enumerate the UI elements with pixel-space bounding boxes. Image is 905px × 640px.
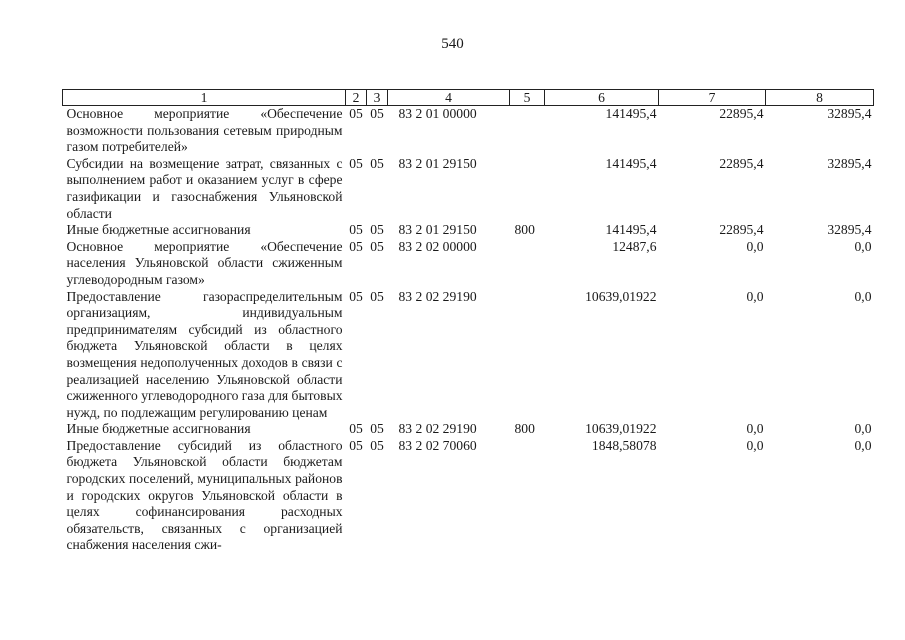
row-expense-type (510, 156, 545, 222)
row-amount-col8: 0,0 (854, 238, 872, 254)
row-target-code: 83 2 02 70060 (398, 437, 477, 453)
row-amount-col8: 0,0 (854, 288, 872, 304)
column-header-3: 3 (367, 90, 388, 106)
row-section: 05 (349, 437, 363, 453)
row-description: Основное мероприятие «Обеспечение возможности пользования сетевым природным газом потребителей» (66, 106, 343, 155)
table-row (63, 222, 874, 239)
row-target-code: 83 2 02 29190 (398, 288, 477, 304)
row-amount-col7: 0,0 (746, 288, 764, 304)
row-amount-col7: 0,0 (746, 421, 764, 437)
row-target-code: 83 2 01 29150 (398, 155, 477, 171)
row-target-code: 83 2 02 29190 (398, 421, 477, 437)
table-row (63, 156, 874, 222)
row-amount-col6: 1848,58078 (591, 437, 657, 453)
row-description: Предоставление газораспределительным организациям, индивидуальным предпринимателям субсидий из областного бюджета Ульяновской области в целях возмещения недополученных доходов в связи с реализацией населению Ульяновской области сжиженного углеводородного газа для бытовых нужд, по подлежащим регулированию ценам (66, 288, 343, 420)
table-row (63, 239, 874, 289)
row-section: 05 (349, 222, 363, 238)
row-amount-col8: 32895,4 (827, 106, 872, 121)
row-section: 05 (349, 106, 363, 121)
row-section: 05 (349, 238, 363, 254)
row-subsection: 05 (370, 421, 384, 437)
row-amount-col7: 22895,4 (719, 155, 764, 171)
row-expense-type: 800 (514, 222, 535, 238)
row-subsection: 05 (370, 222, 384, 238)
row-amount-col6: 141495,4 (605, 106, 657, 121)
row-expense-type (510, 438, 545, 554)
row-expense-type: 800 (514, 421, 535, 437)
table-header-row (63, 90, 874, 106)
row-amount-col8: 0,0 (854, 437, 872, 453)
row-amount-col6: 141495,4 (605, 222, 657, 238)
row-amount-col6: 10639,01922 (585, 421, 657, 437)
row-target-code: 83 2 01 00000 (398, 106, 477, 121)
row-amount-col6: 10639,01922 (585, 288, 657, 304)
column-header-1: 1 (63, 90, 346, 106)
row-amount-col8: 0,0 (854, 421, 872, 437)
row-amount-col7: 22895,4 (719, 222, 764, 238)
row-description: Основное мероприятие «Обеспечение населения Ульяновской области сжиженным углеводородным газом» (66, 238, 343, 287)
row-section: 05 (349, 421, 363, 437)
row-description: Иные бюджетные ассигнования (66, 421, 251, 437)
row-amount-col6: 141495,4 (605, 155, 657, 171)
row-target-code: 83 2 02 00000 (398, 238, 477, 254)
row-target-code: 83 2 01 29150 (398, 222, 477, 238)
row-section: 05 (349, 155, 363, 171)
row-amount-col7: 0,0 (746, 238, 764, 254)
row-amount-col6: 12487,6 (612, 238, 657, 254)
row-description: Субсидии на возмещение затрат, связанных с выполнением работ и оказанием услуг в сфере газификации и газоснабжения Ульяновской области (66, 155, 343, 221)
row-section: 05 (349, 288, 363, 304)
column-header-2: 2 (346, 90, 367, 106)
budget-table (62, 89, 874, 554)
row-subsection: 05 (370, 155, 384, 171)
row-subsection: 05 (370, 437, 384, 453)
table-row (63, 289, 874, 422)
row-subsection: 05 (370, 238, 384, 254)
table-row (63, 106, 874, 156)
row-expense-type (510, 239, 545, 289)
column-header-6: 6 (545, 90, 659, 106)
column-header-7: 7 (659, 90, 766, 106)
column-header-5: 5 (510, 90, 545, 106)
table-row (63, 421, 874, 438)
row-description: Иные бюджетные ассигнования (66, 222, 251, 238)
page-number: 540 (441, 36, 464, 52)
row-expense-type (510, 289, 545, 422)
row-expense-type (510, 106, 545, 156)
column-header-4: 4 (388, 90, 510, 106)
row-description: Предоставление субсидий из областного бюджета Ульяновской области бюджетам городских поселений, муниципальных районов и городских округов Ульяновской области в целях софинансирования расходных обязательств, связанных с организацией снабжения населения сжи- (66, 437, 343, 553)
row-amount-col8: 32895,4 (827, 155, 872, 171)
row-subsection: 05 (370, 106, 384, 121)
row-amount-col7: 0,0 (746, 437, 764, 453)
row-subsection: 05 (370, 288, 384, 304)
row-amount-col8: 32895,4 (827, 222, 872, 238)
table-row (63, 438, 874, 554)
column-header-8: 8 (766, 90, 874, 106)
row-amount-col7: 22895,4 (719, 106, 764, 121)
